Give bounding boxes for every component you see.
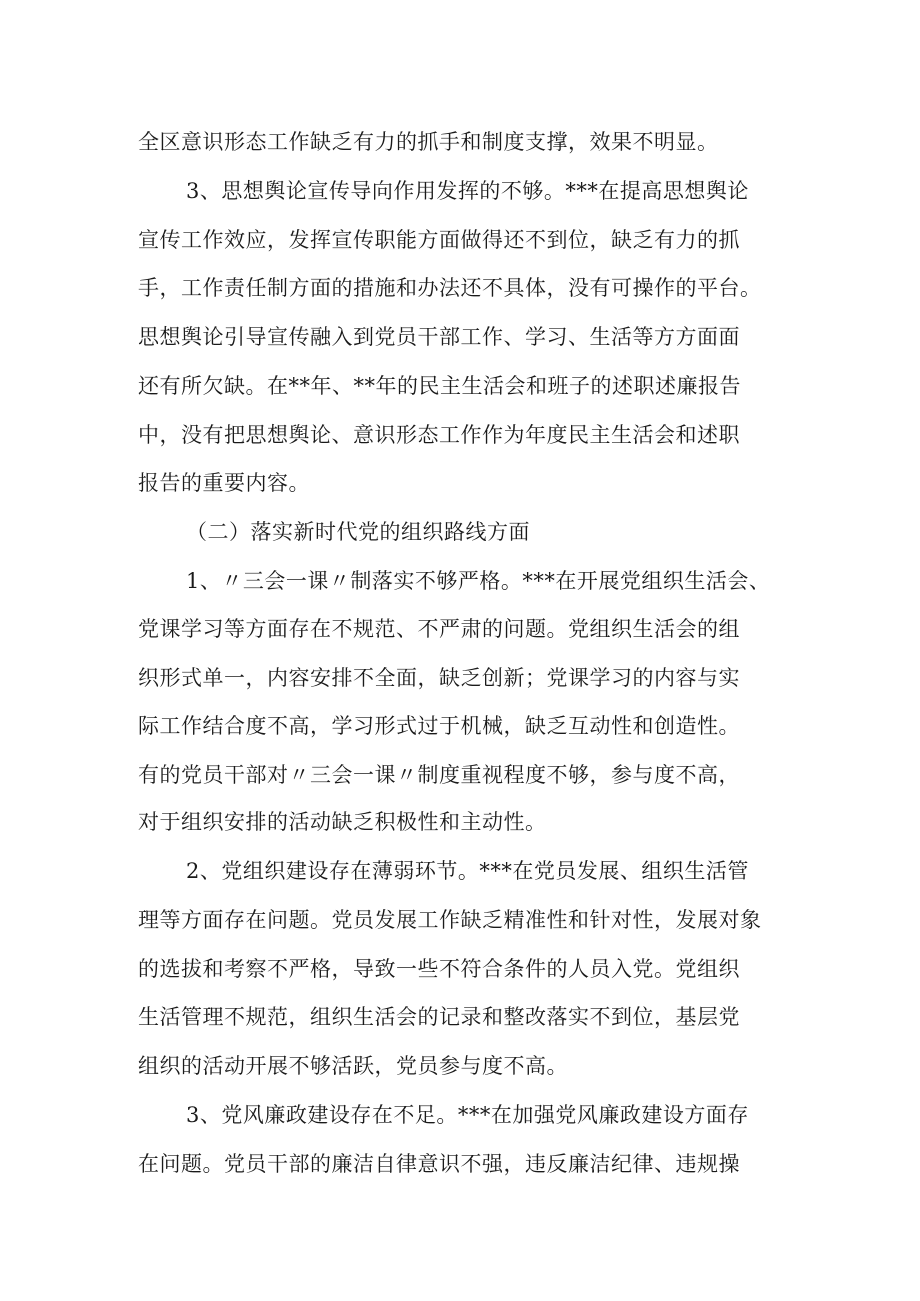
section-heading: （二）落实新时代党的组织路线方面 — [186, 520, 530, 544]
text-line: 还有所欠缺。在**年、**年的民主生活会和班子的述职述廉报告 — [138, 374, 741, 398]
text-line: 有的党员干部对〃三会一课〃制度重视程度不够，参与度不高， — [138, 763, 740, 787]
paragraph-first-line: 3、思想舆论宣传导向作用发挥的不够。***在提高思想舆论 — [186, 179, 749, 203]
paragraph-first-line: 1、〃三会一课〃制落实不够严格。***在开展党组织生活会、 — [186, 569, 771, 593]
text-line: 宣传工作效应，发挥宣传职能方面做得还不到位，缺乏有力的抓 — [138, 228, 740, 252]
text-line: 全区意识形态工作缺乏有力的抓手和制度支撑，效果不明显。 — [138, 130, 719, 154]
text-line: 中，没有把思想舆论、意识形态工作作为年度民主生活会和述职 — [138, 423, 740, 447]
text-line: 的选拔和考察不严格，导致一些不符合条件的人员入党。党组织 — [138, 957, 740, 981]
text-line: 党课学习等方面存在不规范、不严肃的问题。党组织生活会的组 — [138, 617, 740, 641]
text-line: 手，工作责任制方面的措施和办法还不具体，没有可操作的平台。 — [138, 276, 762, 300]
text-line: 思想舆论引导宣传融入到党员干部工作、学习、生活等方方面面 — [138, 325, 740, 349]
paragraph-first-line: 2、党组织建设存在薄弱环节。***在党员发展、组织生活管 — [186, 859, 749, 883]
paragraph-first-line: 3、党风廉政建设存在不足。***在加强党风廉政建设方面存 — [186, 1103, 749, 1127]
text-line: 组织的活动开展不够活跃，党员参与度不高。 — [138, 1054, 568, 1078]
text-line: 对于组织安排的活动缺乏积极性和主动性。 — [138, 810, 547, 834]
text-line: 生活管理不规范，组织生活会的记录和整改落实不到位，基层党 — [138, 1005, 740, 1029]
text-line: 理等方面存在问题。党员发展工作缺乏精准性和针对性，发展对象 — [138, 908, 762, 932]
text-line: 织形式单一，内容安排不全面，缺乏创新；党课学习的内容与实 — [138, 666, 740, 690]
text-line: 报告的重要内容。 — [138, 471, 310, 495]
text-line: 在问题。党员干部的廉洁自律意识不强，违反廉洁纪律、违规操 — [138, 1152, 740, 1176]
text-line: 际工作结合度不高，学习形式过于机械，缺乏互动性和创造性。 — [138, 714, 740, 738]
